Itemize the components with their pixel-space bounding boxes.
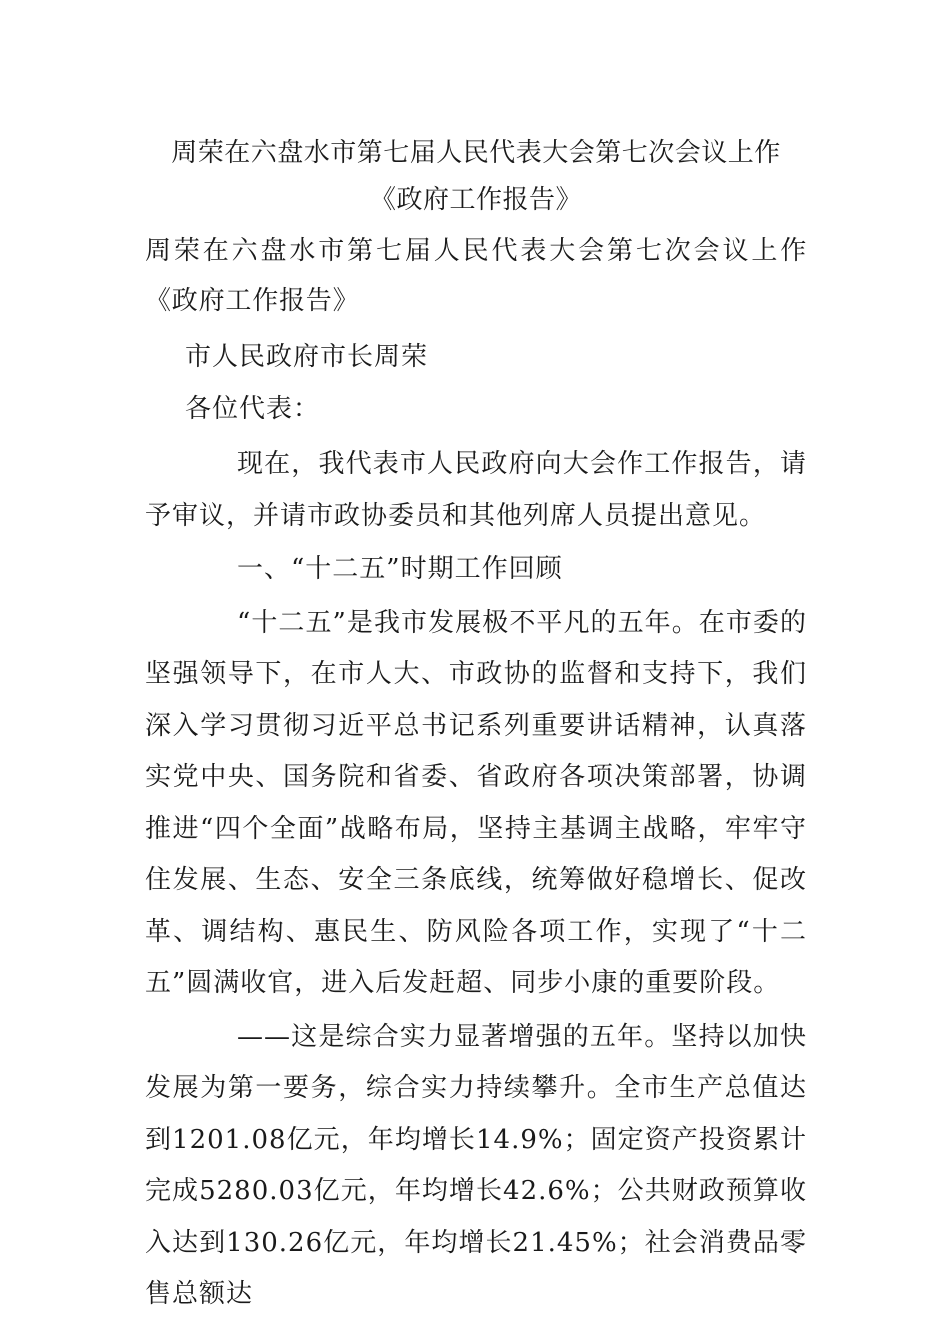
salutation: 各位代表： bbox=[185, 393, 321, 424]
author-line: 市人民政府市长周荣 bbox=[185, 342, 429, 372]
repeated-title: 周荣在六盘水市第七届人民代表大会第七次会议上作《政府工作报告》 bbox=[145, 236, 807, 316]
document-title: 周荣在六盘水市第七届人民代表大会第七次会议上作《政府工作报告》 bbox=[171, 138, 781, 215]
review-paragraph: “十二五”是我市发展极不平凡的五年。在市委的坚强领导下，在市人大、市政协的监督和支持下，我们深入学习贯彻习近平总书记系列重要讲话精神，认真落实党中央、国务院和省委、省政府各项决策部署，协调推进“四个全面”战略布局，坚持主基调主战略，牢牢守住发展、生态、安全三条底线，统筹做好稳增长、促改革、调结构、惠民生、防风险各项工作，实现了“十二五”圆满收官，进入后发赶超、同步小康的重要阶段。 bbox=[145, 607, 807, 998]
intro-paragraph: 现在，我代表市人民政府向大会作工作报告，请予审议，并请市政协委员和其他列席人员提出意见。 bbox=[145, 449, 807, 531]
section-heading: 一、“十二五”时期工作回顾 bbox=[237, 554, 563, 584]
strength-paragraph: ——这是综合实力显著增强的五年。坚持以加快发展为第一要务，综合实力持续攀升。全市生产总值达到1201.08亿元，年均增长14.9%；固定资产投资累计完成5280.03亿元，年均增长42.6%；公共财政预算收入达到130.26亿元，年均增长21.45%；社会消费品零售总额达 bbox=[145, 1021, 807, 1309]
document-body bbox=[145, 130, 807, 1321]
